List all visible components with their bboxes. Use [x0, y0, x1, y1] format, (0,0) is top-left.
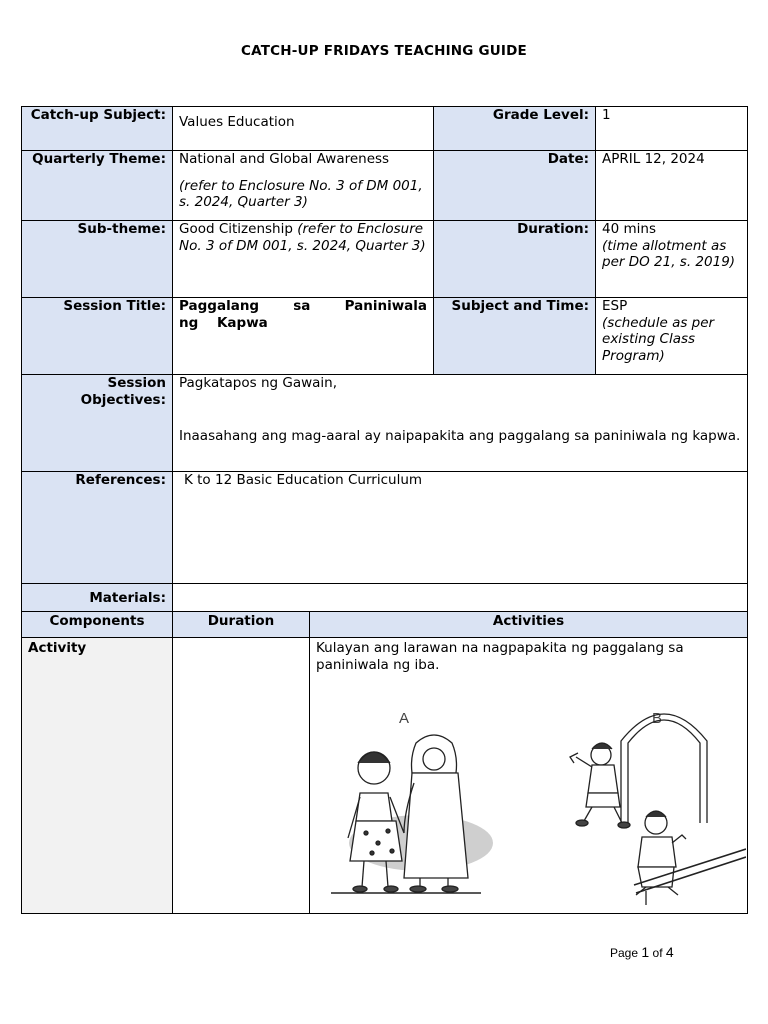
grade-value: 1 — [596, 107, 748, 151]
materials-value — [173, 584, 748, 612]
row-objectives — [22, 375, 748, 472]
objectives-label: Session Objectives: — [22, 375, 173, 472]
footer-current-page: 1 — [641, 944, 650, 960]
footer-total-pages: 4 — [665, 944, 674, 960]
objectives-text: Inaasahang ang mag-aaral ay naipapakita ang paggalang sa paniniwala ng kapwa. — [179, 427, 741, 444]
header-components: Components — [22, 612, 173, 638]
components-header-row — [22, 612, 748, 638]
theme-note: (refer to Enclosure No. 3 of DM 001, s. 2024, Quarter 3) — [179, 177, 423, 210]
picture-label-a: A — [399, 710, 410, 727]
row-subtheme — [22, 221, 748, 298]
theme-value: National and Global Awareness — [179, 151, 390, 167]
page-footer — [610, 944, 674, 960]
subject-time-note: (schedule as per existing Class Program) — [602, 314, 715, 364]
activity-component: Activity — [22, 638, 173, 914]
activity-cell — [310, 638, 748, 914]
subtheme-label: Sub-theme: — [22, 221, 173, 298]
header-duration: Duration — [173, 612, 310, 638]
activity-row — [22, 638, 748, 914]
activity-instruction: Kulayan ang larawan na nagpapakita ng paggalang sa paniniwala ng iba. — [316, 640, 684, 673]
picture-label-b: B — [652, 710, 663, 727]
objectives-intro: Pagkatapos ng Gawain, — [179, 375, 338, 391]
theme-cell — [173, 151, 434, 221]
document-title: CATCH-UP FRIDAYS TEACHING GUIDE — [241, 43, 527, 59]
row-materials — [22, 584, 748, 612]
subject-value: Values Education — [173, 107, 434, 151]
coloring-pictures — [316, 673, 741, 913]
picture-a-illustration — [331, 735, 493, 893]
session-title-label: Session Title: — [22, 298, 173, 375]
references-label: References: — [22, 472, 173, 584]
references-value: K to 12 Basic Education Curriculum — [173, 472, 748, 584]
duration-label: Duration: — [434, 221, 596, 298]
duration-note: (time allotment as per DO 21, s. 2019) — [602, 237, 736, 270]
session-title-value: Paggalang sa Paniniwala ng Kapwa — [173, 298, 434, 375]
footer-of-word: of — [652, 946, 663, 960]
subtheme-cell — [173, 221, 434, 298]
date-value: APRIL 12, 2024 — [596, 151, 748, 221]
subtheme-value: Good Citizenship — [179, 221, 293, 237]
row-references — [22, 472, 748, 584]
picture-b-illustration — [570, 714, 746, 905]
activity-duration — [173, 638, 310, 914]
theme-label: Quarterly Theme: — [22, 151, 173, 221]
header-activities: Activities — [310, 612, 748, 638]
subtheme-note: (refer to Enclosure No. 3 of DM 001, s. 2024, Quarter 3) — [179, 221, 426, 254]
row-theme — [22, 151, 748, 221]
duration-value: 40 mins — [602, 221, 656, 237]
footer-page-word: Page — [610, 946, 639, 960]
materials-label: Materials: — [22, 584, 173, 612]
subject-time-cell — [596, 298, 748, 375]
teaching-guide-table — [21, 106, 748, 914]
objectives-cell — [173, 375, 748, 472]
subject-time-value: ESP — [602, 298, 628, 314]
coloring-illustration — [316, 673, 746, 913]
grade-label: Grade Level: — [434, 107, 596, 151]
subject-time-label: Subject and Time: — [434, 298, 596, 375]
duration-cell — [596, 221, 748, 298]
subject-label: Catch-up Subject: — [22, 107, 173, 151]
row-session-title — [22, 298, 748, 375]
date-label: Date: — [434, 151, 596, 221]
row-subject — [22, 107, 748, 151]
